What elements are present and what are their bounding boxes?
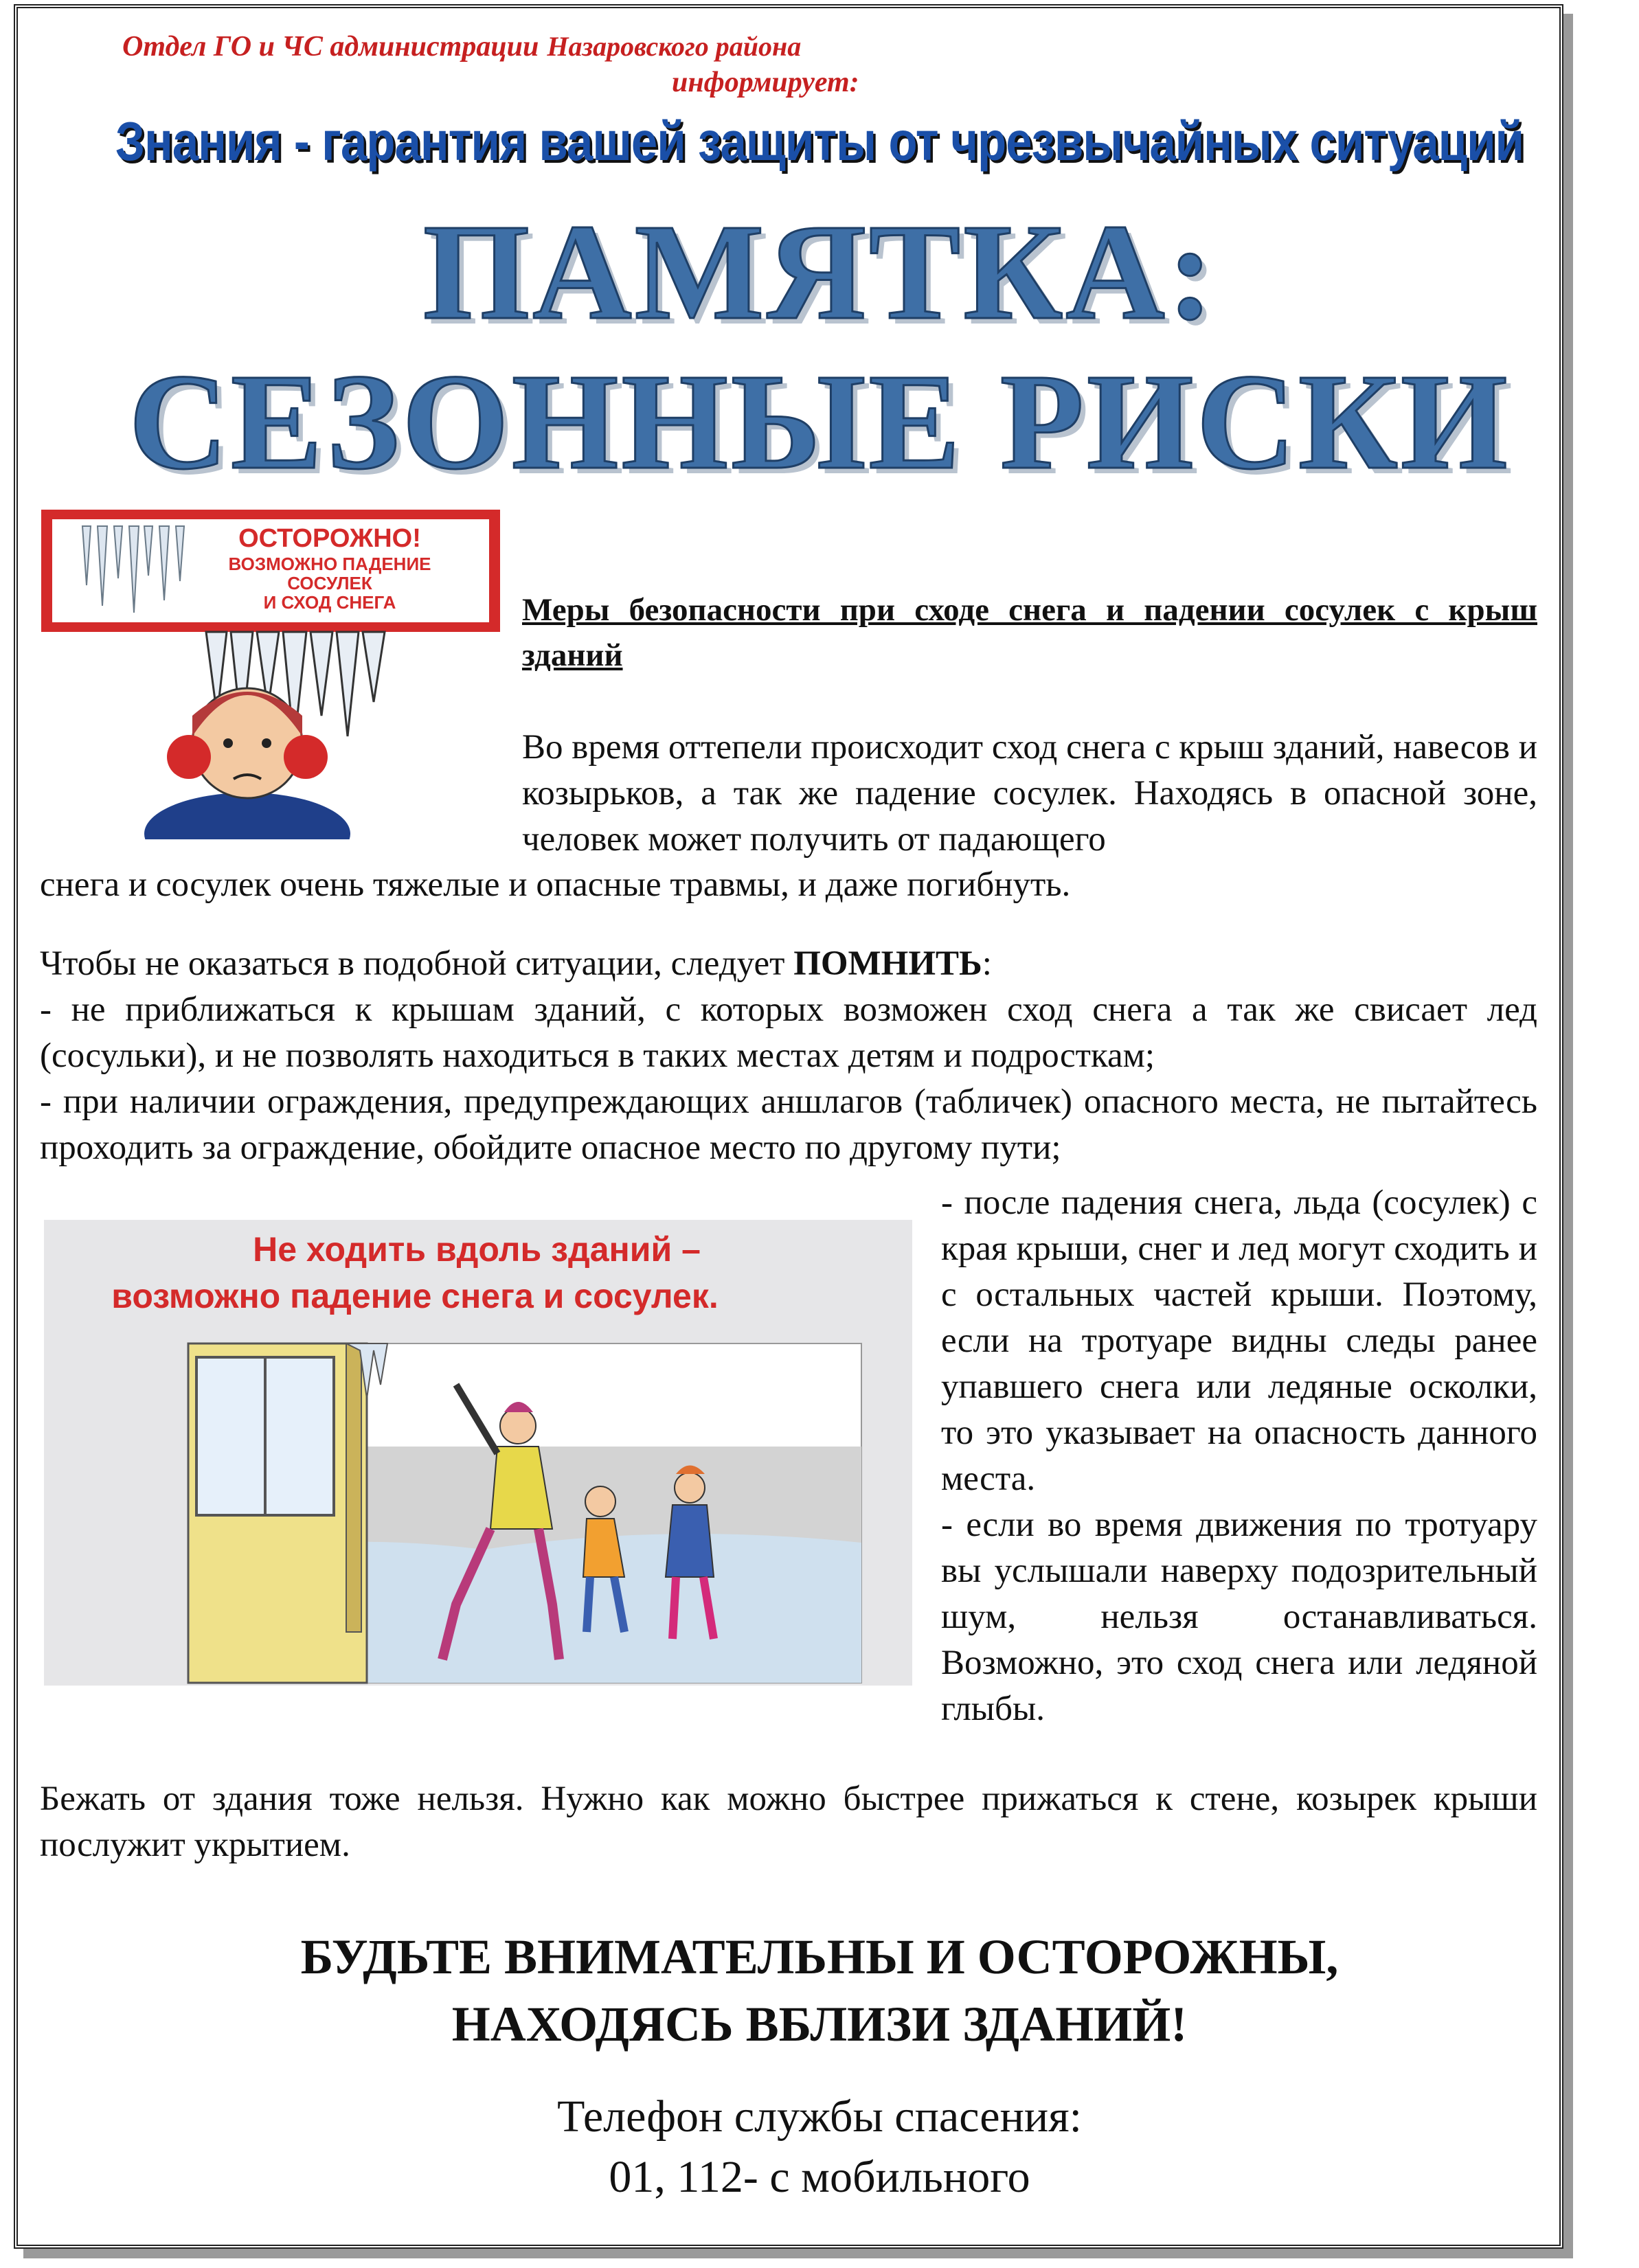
intro-paragraph-continued: снега и сосулек очень тяжелые и опасные травмы, и даже погибнуть. [40, 865, 1071, 904]
remember-word: ПОМНИТЬ [793, 944, 982, 983]
scene-caption-1: Не ходить вдоль зданий – [253, 1230, 701, 1269]
rule-2: - при наличии ограждения, предупреждающих аншлагов (табличек) опасного места, не пытайтесь проходить за ограждение, обойдите опасное место по другому пути; [40, 1082, 1537, 1167]
remember-block [40, 941, 1537, 1171]
remember-suffix: : [982, 944, 992, 983]
title-line-1: ПАМЯТКА: [422, 196, 1217, 348]
phone-numbers: 01, 112- с мобильного [609, 2152, 1030, 2202]
rule-3: - после падения снега, льда (сосулек) с края крыши, снег и лед могут сходить и с остальных частей крыши. Поэтому, если на тротуаре видны следы ранее упавшего снега или ледяные осколки, то это указывает на опасность данного места. [941, 1183, 1537, 1498]
slogan: Знания - гарантия вашей защиты от чрезвычайных ситуаций [115, 111, 1524, 172]
sign-text-2: ВОЗМОЖНО ПАДЕНИЕ [228, 554, 431, 574]
phone-label: Телефон службы спасения: [557, 2091, 1082, 2142]
right-column-text [941, 1180, 1537, 1732]
intro-paragraph: Во время оттепели происходит сход снега с крыш зданий, навесов и козырьков, а так же падение сосулек. Находясь в опасной зоне, человек может получить от падающего [522, 728, 1537, 859]
sign-text-1: ОСТОРОЖНО! [238, 524, 421, 553]
measures-heading: Меры безопасности при сходе снега и падении сосулек с крыш зданий [522, 592, 1537, 673]
district-name: Назаровского района [547, 31, 802, 62]
emergency-phone [0, 2087, 1639, 2208]
remember-prefix: Чтобы не оказаться в подобной ситуации, следует [40, 944, 794, 983]
sign-text-4: И СХОД СНЕГА [263, 592, 396, 613]
scene-picture [188, 1343, 861, 1683]
informs-label: информирует: [672, 67, 859, 98]
warning-banner [0, 1923, 1639, 2058]
person-figure [144, 688, 350, 839]
department-name: Отдел ГО и ЧС администрации [122, 31, 539, 63]
scene-caption-2: возможно падение снега и сосулек. [111, 1277, 719, 1315]
scene-illustration [44, 1220, 912, 1686]
rule-4-continued: Бежать от здания тоже нельзя. Нужно как можно быстрее прижаться к стене, козырек крыши послужит укрытием. [40, 1780, 1537, 1864]
rule-4: - если во время движения по тротуару вы услышали наверху подозрительный шум, нельзя останавливаться. Возможно, это сход снега или ледяной глыбы. [941, 1506, 1537, 1728]
title-line-2: СЕЗОННЫЕ РИСКИ [128, 346, 1511, 498]
warning-line-2: НАХОДЯСЬ ВБЛИЗИ ЗДАНИЙ! [451, 1997, 1188, 2052]
warning-line-1: БУДЬТЕ ВНИМАТЕЛЬНЫ И ОСТОРОЖНЫ, [300, 1929, 1339, 1984]
department-header [122, 30, 1084, 98]
warning-sign-illustration [41, 510, 500, 839]
sign-text-3: СОСУЛЕК [287, 573, 372, 593]
rule-1: - не приближаться к крышам зданий, с которых возможен сход снега а так же свисает лед (сосульки), и не позволять находиться в таких местах детям и подросткам; [40, 990, 1537, 1075]
